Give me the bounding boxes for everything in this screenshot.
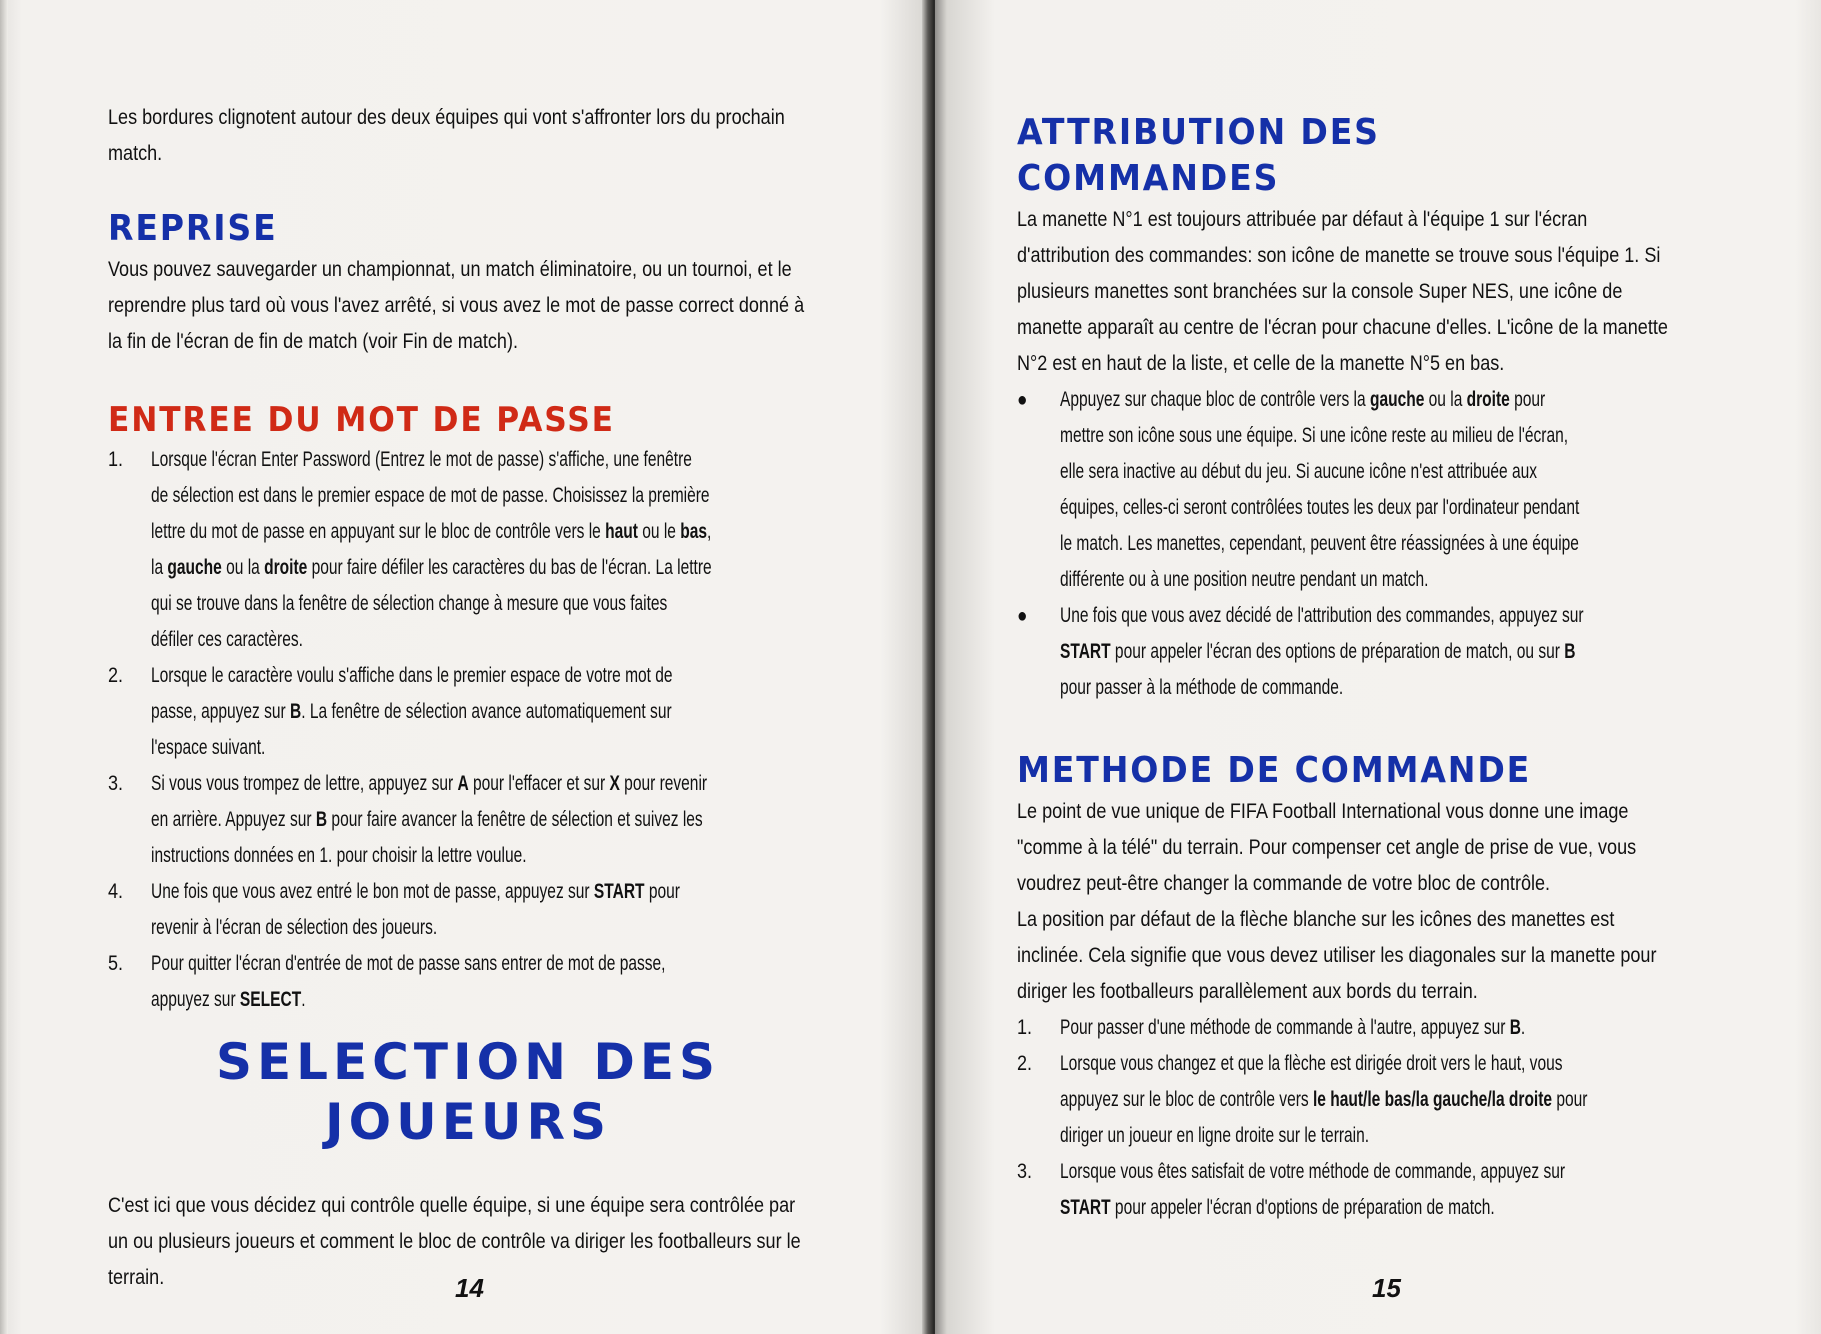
text-run: Une fois que vous avez décidé de l'attribution des commandes, appuyez sur xyxy=(1060,604,1584,627)
bullet-icon: ● xyxy=(1017,389,1028,411)
step-number: 2. xyxy=(1017,1052,1033,1075)
text-run: Lorsque vous êtes satisfait de votre méthode de commande, appuyez sur xyxy=(1060,1160,1566,1183)
selection-paragraph: C'est ici que vous décidez qui contrôle quelle équipe, si une équipe sera contrôlée par un ou plusieurs joueurs et comment le bloc de contrôle va diriger les footballeurs sur le terrain. xyxy=(108,1194,801,1289)
password-steps-list xyxy=(108,442,828,1018)
step-number: 1. xyxy=(1017,1016,1033,1039)
step-text xyxy=(151,946,713,1018)
step-number: 3. xyxy=(108,772,124,795)
step-text xyxy=(1060,1046,1593,1154)
text-run: pour faire défiler les caractères du bas de l'écran. La lettre qui se trouve dans la fenêtre de sélection change à mesure que vous faites défiler ces caractères. xyxy=(151,556,712,651)
text-run: Lorsque le caractère voulu s'affiche dans le premier espace de votre mot de passe, appuyez sur xyxy=(151,664,673,723)
intro-paragraph: Les bordures clignotent autour des deux équipes qui vont s'affronter lors du prochain match. xyxy=(108,106,785,165)
text-run: . xyxy=(301,988,306,1011)
key-term: gauche xyxy=(167,556,222,579)
list-item xyxy=(1017,1046,1588,1154)
text-run: Lorsque l'écran Enter Password (Entrez le mot de passe) s'affiche, une fenêtre de sélection est dans le premier espace de mot de passe. Choisissez la première lettre du mot de passe en appuyant sur le bloc de contrôle vers le xyxy=(151,448,710,543)
key-term: X xyxy=(609,772,620,795)
text-run: pour mettre son icône sous une équipe. Si une icône reste au milieu de l'écran, elle sera inactive au début du jeu. Si aucune icône n'est attribuée aux équipes, celles-ci seront contrôlées toutes les deux par l'ordinateur pendant le match. Les manettes, cependant, peuvent être réassignées à une équipe différente ou à une position neutre pendant un match. xyxy=(1060,388,1580,591)
bullet-text xyxy=(1060,382,1593,598)
methode-paragraph-1: Le point de vue unique de FIFA Football International vous donne une image "comme à la télé" du terrain. Pour compenser cet angle de prise de vue, vous voudrez peut-être changer la commande de votre bloc de contrôle. xyxy=(1017,800,1637,895)
text-run: pour revenir en arrière. Appuyez sur xyxy=(151,772,708,831)
bullet-icon: ● xyxy=(1017,605,1028,627)
key-term: B xyxy=(1509,1016,1521,1039)
methode-paragraph-2: La position par défaut de la flèche blanche sur les icônes des manettes est inclinée. Cela signifie que vous devez utiliser les diagonales sur la manette pour diriger les footballeurs parallèlement aux bords du terrain. xyxy=(1017,908,1657,1003)
text-run: pour faire avancer la fenêtre de sélection et suivez les instructions données en 1. pour choisir la lettre voulue. xyxy=(151,808,703,867)
list-item xyxy=(1017,598,1585,706)
step-number: 1. xyxy=(108,448,124,471)
key-term: START xyxy=(1060,1196,1111,1219)
text-run: Lorsque vous changez et que la flèche est dirigée droit vers le haut, vous appuyez sur le bloc de contrôle vers xyxy=(1060,1052,1563,1111)
text-run: pour diriger un joueur en ligne droite sur le terrain. xyxy=(1060,1088,1588,1147)
text-run: pour appeler l'écran d'options de préparation de match. xyxy=(1110,1196,1495,1219)
step-number: 4. xyxy=(108,880,124,903)
key-term: haut xyxy=(605,520,638,543)
left-column xyxy=(108,100,828,1296)
list-item xyxy=(108,658,727,766)
key-term: B xyxy=(1564,640,1576,663)
list-item xyxy=(108,442,727,658)
step-text xyxy=(151,442,713,658)
page-edge xyxy=(0,0,8,1334)
password-heading: ENTREE DU MOT DE PASSE xyxy=(108,400,615,440)
list-item xyxy=(108,766,727,874)
step-text xyxy=(151,874,713,946)
list-item xyxy=(1017,1154,1585,1226)
step-text xyxy=(151,658,713,766)
step-text xyxy=(1060,1010,1593,1046)
step-text xyxy=(1060,1154,1593,1226)
step-number: 3. xyxy=(1017,1160,1033,1183)
step-text xyxy=(151,766,713,874)
page-number-right: 15 xyxy=(1372,1273,1401,1303)
bullet-text xyxy=(1060,598,1593,706)
text-run: ou la xyxy=(1424,388,1467,411)
right-column xyxy=(1017,110,1677,1226)
key-term: droite xyxy=(264,556,308,579)
key-term: B xyxy=(315,808,328,831)
text-run: pour appeler l'écran des options de préparation de match, ou sur xyxy=(1110,640,1565,663)
methode-steps-list xyxy=(1017,1010,1677,1226)
step-number: 5. xyxy=(108,952,124,975)
text-run: , la xyxy=(151,520,712,579)
text-run: Pour quitter l'écran d'entrée de mot de passe sans entrer de mot de passe, appuyez sur xyxy=(151,952,666,1011)
key-term: START xyxy=(1060,640,1111,663)
key-term: B xyxy=(290,700,302,723)
text-run: Pour passer d'une méthode de commande à l'autre, appuyez sur xyxy=(1060,1016,1510,1039)
attribution-bullets xyxy=(1017,382,1677,706)
text-run: . La fenêtre de sélection avance automatiquement sur l'espace suivant. xyxy=(151,700,672,759)
key-term: droite xyxy=(1466,388,1510,411)
key-term: START xyxy=(593,880,645,903)
list-item xyxy=(1017,1010,1585,1046)
text-run: ou la xyxy=(221,556,265,579)
text-run: pour l'effacer et sur xyxy=(468,772,610,795)
attribution-heading: ATTRIBUTION DES COMMANDES xyxy=(1017,112,1380,199)
text-run: pour passer à la méthode de commande. xyxy=(1060,676,1344,699)
list-item xyxy=(108,874,727,946)
page-right xyxy=(935,0,1821,1334)
page-number-left: 14 xyxy=(455,1273,484,1303)
text-run: Appuyez sur chaque bloc de contrôle vers la xyxy=(1060,388,1370,411)
key-term: bas xyxy=(680,520,708,543)
reprise-paragraph: Vous pouvez sauvegarder un championnat, un match éliminatoire, ou un tournoi, et le reprendre plus tard où vous l'avez arrêté, si vous avez le mot de passe correct donné à la fin de l'écran de fin de match (voir Fin de match). xyxy=(108,258,805,353)
text-run: Une fois que vous avez entré le bon mot de passe, appuyez sur xyxy=(151,880,594,903)
list-item xyxy=(1017,382,1585,598)
attribution-paragraph: La manette N°1 est toujours attribuée par défaut à l'équipe 1 sur l'écran d'attribution des commandes: son icône de manette se trouve sous l'équipe 1. Si plusieurs manettes sont branchées sur la console Super NES, une icône de manette apparaît au centre de l'écran pour chacune d'elles. L'icône de la manette N°2 est en haut de la liste, et celle de la manette N°5 en bas. xyxy=(1017,208,1668,375)
step-number: 2. xyxy=(108,664,124,687)
text-run: . xyxy=(1520,1016,1526,1039)
key-term: SELECT xyxy=(239,988,302,1011)
list-item xyxy=(108,946,727,1018)
key-term: A xyxy=(457,772,469,795)
text-run: Si vous vous trompez de lettre, appuyez sur xyxy=(151,772,458,795)
selection-heading: SELECTION DES JOUEURS xyxy=(215,1033,720,1151)
key-term: gauche xyxy=(1369,388,1425,411)
reprise-heading: REPRISE xyxy=(108,208,278,249)
text-run: ou le xyxy=(637,520,681,543)
text-run: pour revenir à l'écran de sélection des joueurs. xyxy=(151,880,680,939)
methode-heading: METHODE DE COMMANDE xyxy=(1017,750,1532,791)
key-term: le haut/le bas/la gauche/la droite xyxy=(1312,1088,1553,1111)
